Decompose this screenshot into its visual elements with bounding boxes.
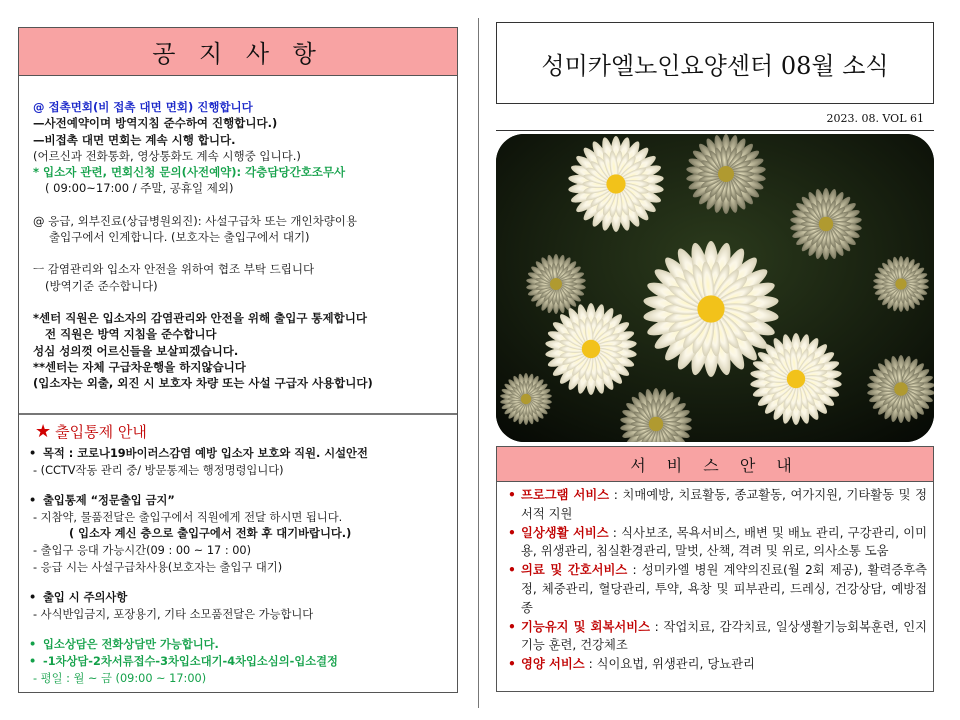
notice-line: **센터는 자체 구급차운행을 하지않습니다 [33, 359, 246, 374]
notice-line: ( 09:00~17:00 / 주말, 공휴일 제외) [45, 181, 234, 196]
access-line: - 지참약, 물품전달은 출입구에서 직원에게 전달 하시면 됩니다. [33, 510, 343, 524]
newsletter-volume: 2023. 08. VOL 61 [496, 105, 934, 131]
access-line: - 응급 시는 사설구급차사용(보호자는 출입구 대기) [33, 560, 283, 574]
access-line: • 목적 : 코로나19바이러스감염 예방 입소자 보호와 직원. 시설안전 [29, 447, 368, 460]
star-icon: ★ [35, 421, 52, 442]
notice-line: (입소자는 외출, 외진 시 보호자 차량 또는 사설 구급자 사용합니다) [33, 376, 373, 391]
service-item: • 일상생활 서비스 : 식사보조, 목욕서비스, 배변 및 배뇨 관리, 구강관리, 이미용, 위생관리, 침실환경관리, 말벗, 산책, 격려 및 위로, 의사소통 도움 [507, 524, 927, 562]
notice-line: ㅡ 감염관리와 입소자 안전을 위하여 협조 부탁 드립니다 [33, 262, 315, 277]
access-line: • 출입통제 “정문출입 금지” [29, 494, 175, 508]
access-line: • 입소상담은 전화상담만 가능합니다. [29, 638, 219, 652]
notice-line: @ 접촉면회(비 접촉 대면 면회) 진행합니다 [33, 100, 253, 114]
chrysanthemum-photo [496, 134, 934, 442]
access-line: ( 입소자 계신 층으로 출입구에서 전화 후 대기바랍니다.) [69, 527, 352, 541]
notice-line: 전 직원은 방역 지침을 준수합니다 [45, 327, 217, 342]
access-title-text: 출입통제 안내 [55, 423, 147, 441]
notice-panel [18, 27, 458, 693]
access-line: - 사식반입금지, 포장용기, 기타 소모품전달은 가능합니다 [33, 607, 314, 621]
services-list [507, 486, 927, 674]
notice-line: —사전예약이며 방역지침 준수하여 진행합니다.) [33, 116, 278, 131]
service-item: • 프로그램 서비스 : 치매예방, 치료활동, 종교활동, 여가지원, 기타활동 및 정서적 지원 [507, 486, 927, 524]
notice-line: (어르신과 전화통화, 영상통화도 계속 시행중 입니다.) [33, 148, 301, 163]
service-item: • 영양 서비스 : 식이요법, 위생관리, 당뇨관리 [507, 655, 927, 674]
notice-line: —비접촉 대면 면회는 계속 시행 합니다. [33, 132, 236, 147]
access-line: • 출입 시 주의사항 [29, 591, 128, 605]
notice-line: @ 응급, 외부진료(상급병원외진): 사설구급차 또는 개인차량이용 [33, 213, 358, 228]
notice-body [33, 99, 453, 391]
service-item: • 의료 및 간호서비스 : 성미카엘 병원 계약의진료(월 2회 제공), 활력증후측정, 체중관리, 혈당관리, 투약, 욕창 및 피부관리, 드레싱, 건강상담, 예방접종 [507, 561, 927, 617]
access-line: - (CCTV작동 관리 중/ 방문통제는 행정명령입니다) [33, 463, 284, 477]
notice-title: 공 지 사 항 [19, 28, 457, 76]
service-item: • 기능유지 및 회복서비스 : 작업치료, 감각치료, 일상생활기능회복훈련, 인지 기능 훈련, 건강체조 [507, 618, 927, 656]
notice-line: *센터 직원은 입소자의 감염관리와 안전을 위해 출입구 통제합니다 [33, 310, 367, 325]
access-line: • -1차상담-2차서류접수-3차입소대기-4차입소심의-입소결정 [29, 654, 338, 668]
notice-line: (방역기준 준수합니다) [45, 278, 158, 293]
newsletter-title: 성미카엘노인요양센터 08월 소식 [496, 22, 934, 104]
flower-illustration [496, 134, 934, 442]
notice-line: 성심 성의껏 어르신들을 보살피겠습니다. [33, 343, 239, 358]
services-title: 서 비 스 안 내 [496, 446, 934, 482]
notice-line: 출입구에서 인계합니다. (보호자는 출입구에서 대기) [49, 230, 310, 245]
column-divider [478, 18, 479, 708]
section-divider [19, 413, 457, 415]
access-line: - 평일 : 월 ~ 금 (09:00 ~ 17:00) [33, 671, 207, 685]
access-title [35, 421, 147, 442]
access-line: - 출입구 응대 가능시간(09 : 00 ~ 17 : 00) [33, 543, 252, 557]
access-body [29, 446, 454, 687]
notice-line: * 입소자 관련, 면회신청 문의(사전예약): 각층담당간호조무사 [33, 165, 346, 180]
services-panel [496, 482, 934, 692]
